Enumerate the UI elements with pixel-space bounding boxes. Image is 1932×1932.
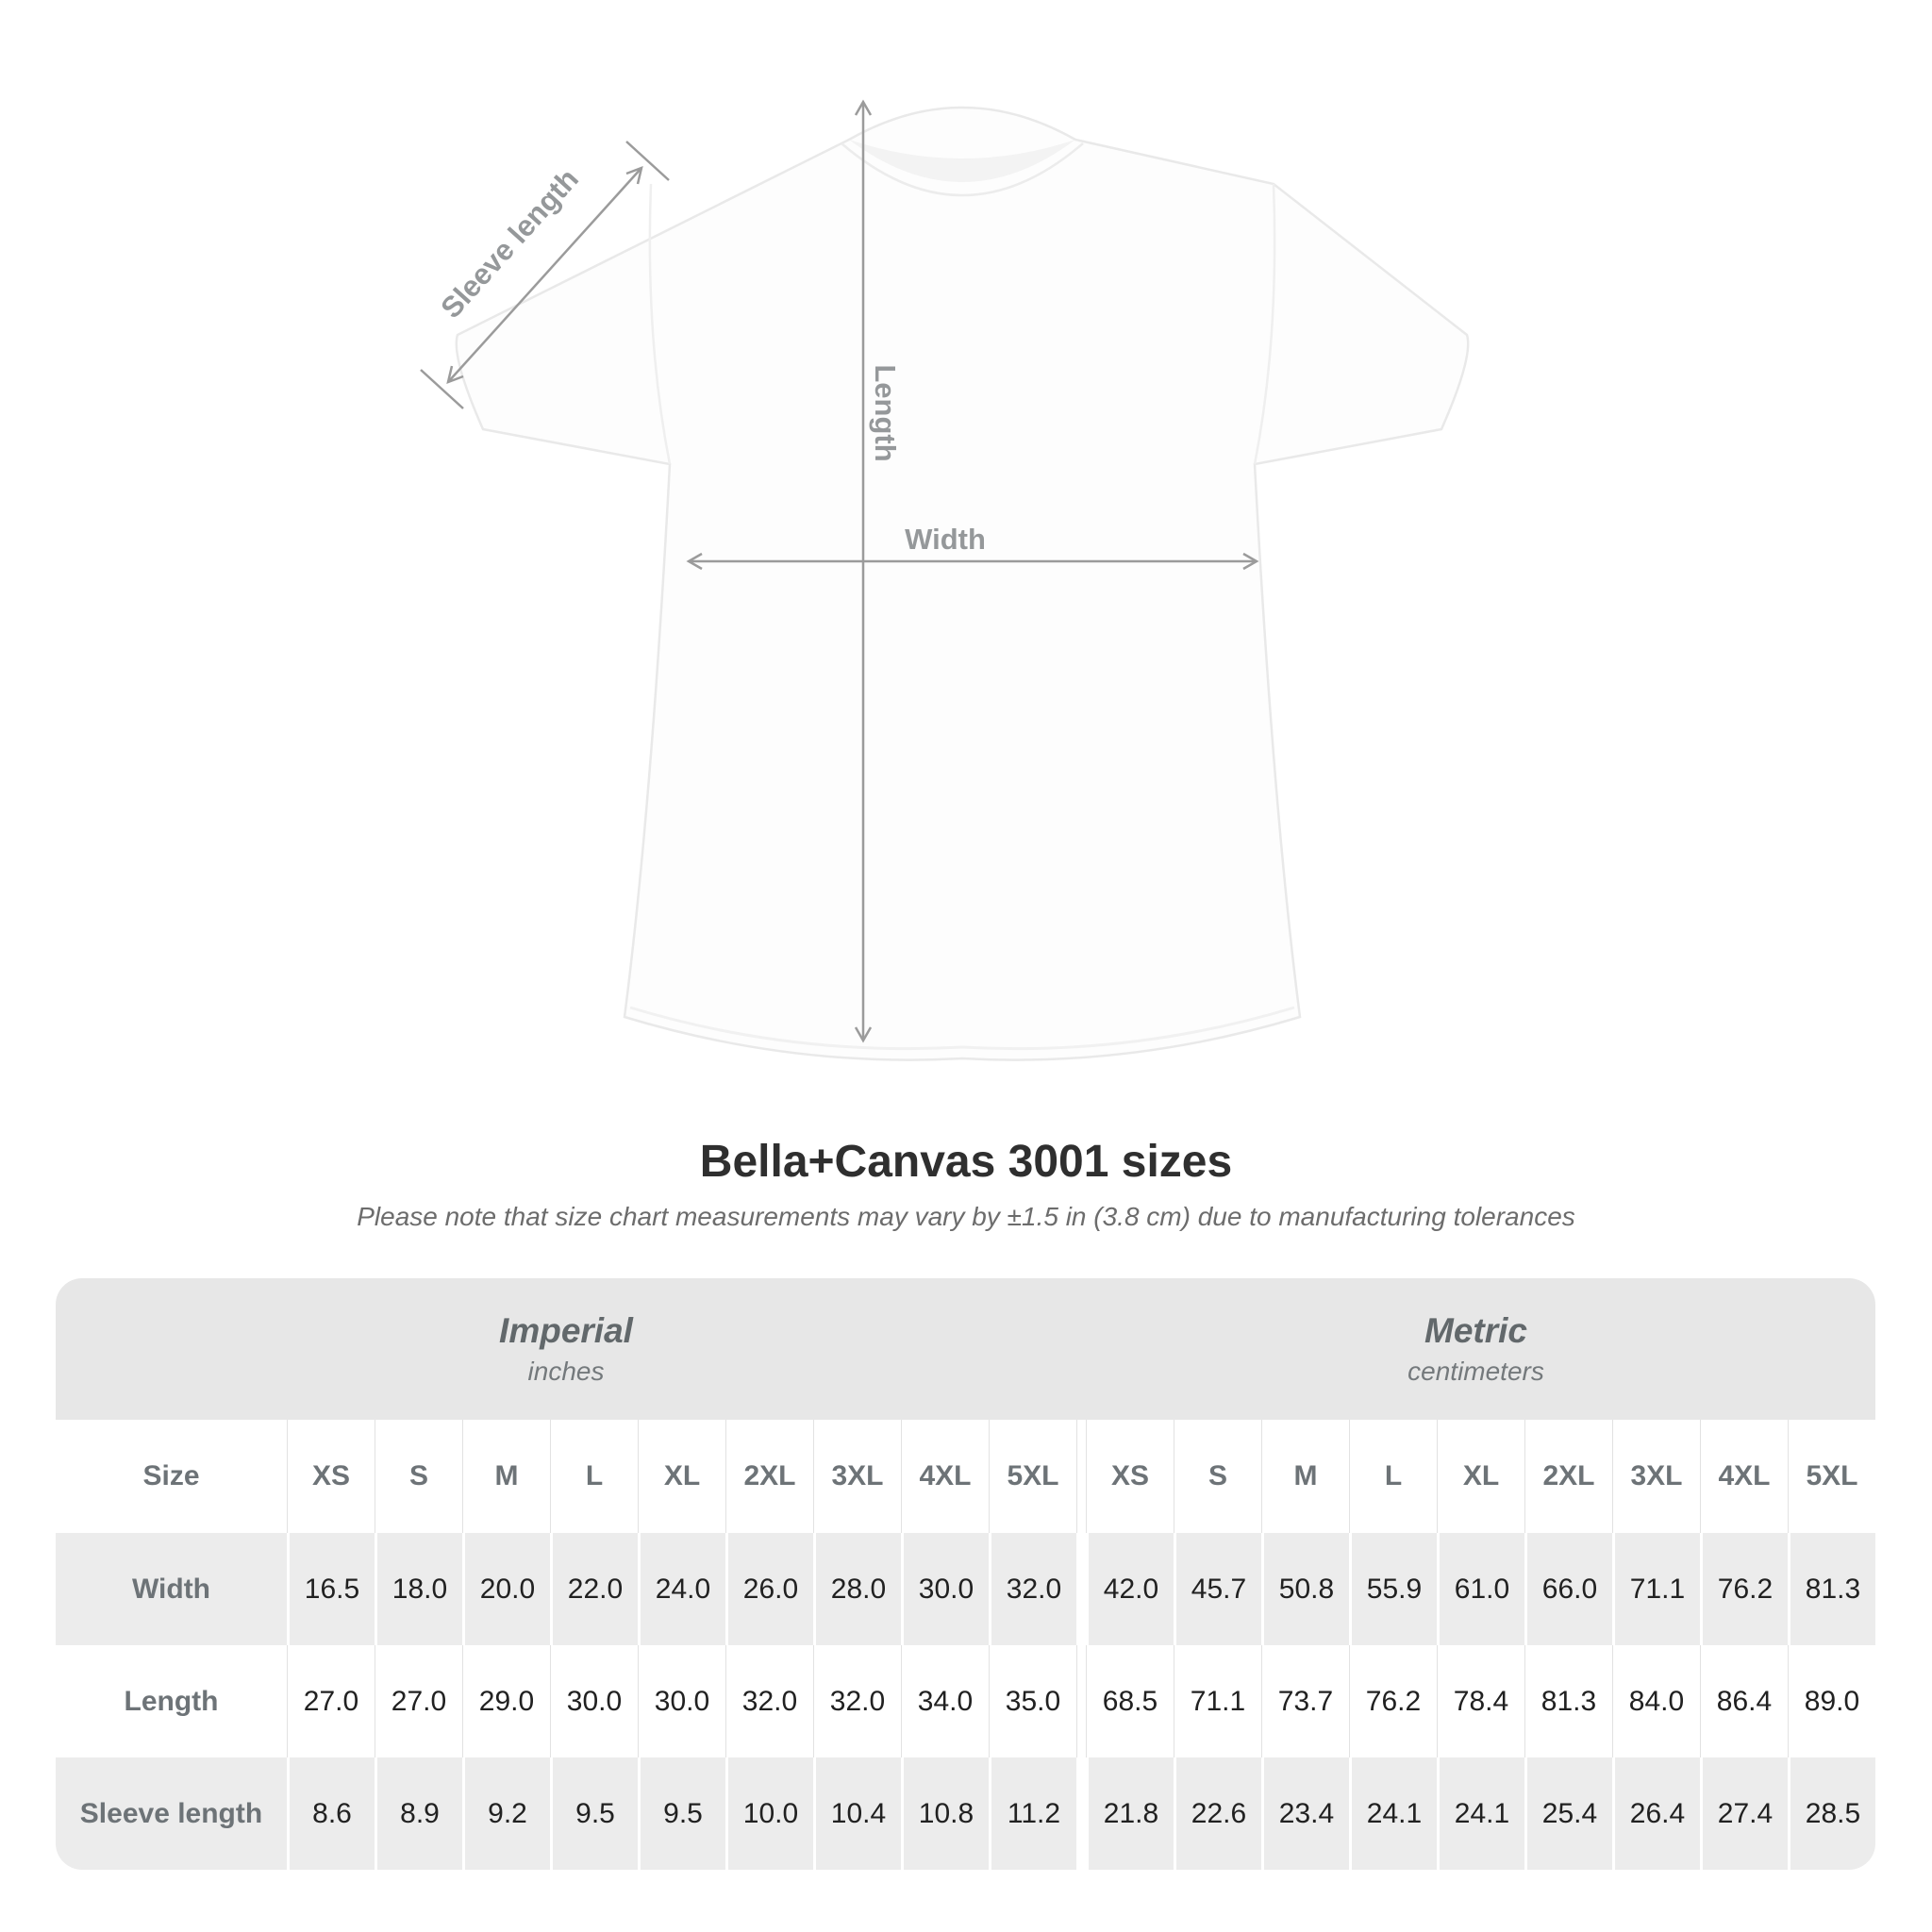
imperial-title: Imperial (499, 1311, 633, 1350)
metric-unit: centimeters (1407, 1357, 1544, 1386)
metric-value: 81.3 (1788, 1533, 1875, 1645)
imperial-size-header: 4XL (901, 1420, 989, 1533)
page-subtitle: Please note that size chart measurements may vary by ±1.5 in (3.8 cm) due to manufacturing tolerances (357, 1202, 1575, 1231)
imperial-value: 30.0 (901, 1533, 989, 1645)
imperial-value: 32.0 (725, 1645, 813, 1757)
metric-value: 22.6 (1174, 1757, 1261, 1870)
imperial-value: 8.9 (375, 1757, 462, 1870)
metric-size-header: 2XL (1524, 1420, 1612, 1533)
row-label: Width (56, 1533, 287, 1645)
metric-value: 45.7 (1174, 1533, 1261, 1645)
table-row (56, 1533, 1875, 1645)
metric-section-header (1076, 1278, 1875, 1420)
units-header-band (56, 1278, 1875, 1420)
metric-value: 86.4 (1700, 1645, 1788, 1757)
metric-size-header: L (1349, 1420, 1437, 1533)
metric-title: Metric (1424, 1311, 1527, 1350)
metric-value: 78.4 (1437, 1645, 1524, 1757)
size-table-body (56, 1420, 1875, 1870)
table-row (56, 1645, 1875, 1757)
metric-size-header: XL (1437, 1420, 1524, 1533)
row-label: Length (56, 1645, 287, 1757)
metric-value: 81.3 (1524, 1645, 1612, 1757)
imperial-size-header: XS (287, 1420, 375, 1533)
imperial-value: 18.0 (375, 1533, 462, 1645)
page-title: Bella+Canvas 3001 sizes (699, 1137, 1233, 1187)
metric-value: 71.1 (1174, 1645, 1261, 1757)
imperial-value: 27.0 (375, 1645, 462, 1757)
metric-value: 84.0 (1612, 1645, 1700, 1757)
imperial-value: 29.0 (462, 1645, 550, 1757)
metric-value: 21.8 (1086, 1757, 1174, 1870)
metric-size-header: 4XL (1700, 1420, 1788, 1533)
metric-size-header: 3XL (1612, 1420, 1700, 1533)
imperial-value: 10.8 (901, 1757, 989, 1870)
metric-value: 61.0 (1437, 1533, 1524, 1645)
metric-value: 25.4 (1524, 1757, 1612, 1870)
imperial-value: 30.0 (550, 1645, 638, 1757)
metric-value: 76.2 (1700, 1533, 1788, 1645)
section-divider (1076, 1645, 1086, 1757)
imperial-value: 11.2 (989, 1757, 1076, 1870)
tshirt-body (457, 108, 1468, 1060)
metric-value: 23.4 (1261, 1757, 1349, 1870)
imperial-value: 8.6 (287, 1757, 375, 1870)
size-table (56, 1278, 1875, 1870)
imperial-value: 27.0 (287, 1645, 375, 1757)
imperial-value: 32.0 (813, 1645, 901, 1757)
imperial-size-header: M (462, 1420, 550, 1533)
metric-value: 26.4 (1612, 1757, 1700, 1870)
width-label: Width (905, 523, 986, 556)
metric-value: 24.1 (1349, 1757, 1437, 1870)
imperial-section-header (56, 1278, 1076, 1420)
metric-value: 76.2 (1349, 1645, 1437, 1757)
metric-value: 89.0 (1788, 1645, 1875, 1757)
imperial-size-header: L (550, 1420, 638, 1533)
imperial-value: 20.0 (462, 1533, 550, 1645)
imperial-value: 10.0 (725, 1757, 813, 1870)
imperial-value: 28.0 (813, 1533, 901, 1645)
row-label: Sleeve length (56, 1757, 287, 1870)
section-divider (1076, 1420, 1086, 1533)
imperial-value: 9.2 (462, 1757, 550, 1870)
imperial-value: 32.0 (989, 1533, 1076, 1645)
metric-value: 66.0 (1524, 1533, 1612, 1645)
imperial-size-header: 3XL (813, 1420, 901, 1533)
imperial-value: 22.0 (550, 1533, 638, 1645)
imperial-value: 10.4 (813, 1757, 901, 1870)
length-label: Length (869, 364, 902, 462)
metric-value: 73.7 (1261, 1645, 1349, 1757)
imperial-value: 9.5 (638, 1757, 725, 1870)
metric-value: 42.0 (1086, 1533, 1174, 1645)
imperial-unit: inches (527, 1357, 605, 1386)
metric-value: 28.5 (1788, 1757, 1875, 1870)
imperial-size-header: S (375, 1420, 462, 1533)
metric-value: 55.9 (1349, 1533, 1437, 1645)
imperial-size-header: XL (638, 1420, 725, 1533)
imperial-size-header: 5XL (989, 1420, 1076, 1533)
imperial-value: 35.0 (989, 1645, 1076, 1757)
section-divider (1076, 1757, 1086, 1870)
imperial-value: 24.0 (638, 1533, 725, 1645)
size-column-header: Size (56, 1420, 287, 1533)
imperial-value: 34.0 (901, 1645, 989, 1757)
imperial-size-header: 2XL (725, 1420, 813, 1533)
metric-value: 27.4 (1700, 1757, 1788, 1870)
tshirt-illustration (457, 108, 1468, 1060)
imperial-value: 26.0 (725, 1533, 813, 1645)
table-row (56, 1757, 1875, 1870)
metric-value: 68.5 (1086, 1645, 1174, 1757)
metric-size-header: XS (1086, 1420, 1174, 1533)
sleeve-length-label: Sleeve length (434, 162, 586, 325)
imperial-value: 16.5 (287, 1533, 375, 1645)
metric-value: 50.8 (1261, 1533, 1349, 1645)
metric-value: 71.1 (1612, 1533, 1700, 1645)
imperial-value: 9.5 (550, 1757, 638, 1870)
metric-size-header: S (1174, 1420, 1261, 1533)
imperial-value: 30.0 (638, 1645, 725, 1757)
metric-value: 24.1 (1437, 1757, 1524, 1870)
metric-size-header: M (1261, 1420, 1349, 1533)
tshirt-diagram (283, 57, 1604, 1094)
size-header-row (56, 1420, 1875, 1533)
section-divider (1076, 1533, 1086, 1645)
metric-size-header: 5XL (1788, 1420, 1875, 1533)
